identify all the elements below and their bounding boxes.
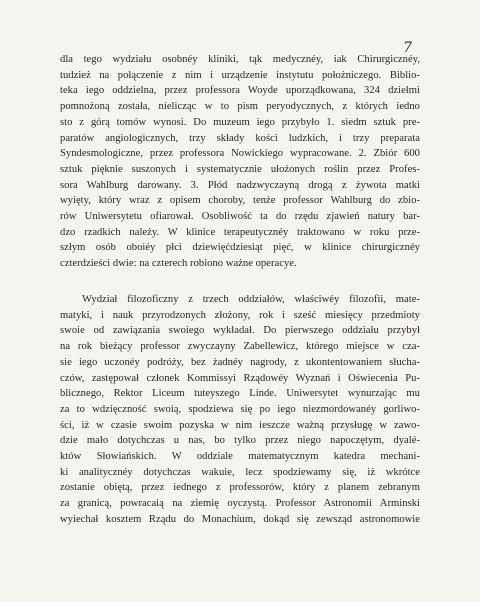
text-line: dzie mało dotychczas u nas, bo tylko przez niego napoczętym, dyalé- (60, 435, 420, 447)
text-line: swoie od zawiązania swoiego wykładał. Do pierwszego oddziału przybył (60, 325, 420, 337)
text-line: paratów angiologicznych, trzy składy kości ludzkich, i trzy preparata (60, 132, 420, 144)
text-line: ści, iż w czasie swoim pozyska w nim ieszcze ważną przysługę w zawo- (60, 419, 420, 431)
text-line: matyki, i nauk przyrodzonych złożony, rok i sześć miesięcy przedmioty (60, 309, 420, 321)
text-line: zostanie obiętą, przez iednego z professorów, który z planem zebranym (60, 482, 420, 494)
text-line: blicznego, Rektor Liceum tuteyszego Linde. Uniwersytet wynurzając mu (60, 388, 420, 400)
text-line: sto z górą tomów wynosi. Do muzeum iego przybyło 1. siedm sztuk pre- (60, 116, 420, 128)
text-line: czów, zastępował członek Kommissyi Rządowéy Wyznań i Oświecenia Pu- (60, 372, 420, 384)
text-line: któw Słowiańskich. W oddziale matematycznym katedra mechani- (60, 451, 420, 463)
text-line: tudzież na połączenie z nim i urządzenie instytutu położniczego. Biblio- (60, 69, 420, 81)
text-line: za granicą, powracaią na ziemię oyczystą. Professor Astronomii Arminski (60, 498, 420, 510)
text-line: na rok bieżący professor zwyczayny Zabellewicz, którego miejsce w cza- (60, 341, 420, 353)
paragraph-2 (60, 292, 420, 528)
paragraph-1 (60, 52, 420, 272)
text-line: rów Uniwersytetu ofiarował. Osobliwość ta do rzędu zjawień natury bar- (60, 211, 420, 223)
text-line: wyiechał kosztem Rządu do Monachium, dokąd się zewsząd astronomowie (60, 513, 420, 525)
text-line: sora Wahlburg darowany. 3. Płód nadzwyczayną drogą z żywota matki (60, 179, 420, 191)
text-line: sie iego uczonéy podróży, bez żadnéy nagrody, z ukontentowaniem słucha- (60, 356, 420, 368)
text-line: wyięty, który wraz z opisem choroby, tenże professor Wahlburg do zbio- (60, 195, 420, 207)
page-number: 7 (403, 40, 412, 56)
text-line: czterdzieści dwie: na czterech robiono ważne operacye. (60, 258, 297, 270)
text-line: dla tego wydziału osobnéy kliniki, tąk medycznéy, iak Chirurgicznéy, (60, 54, 420, 65)
text-line: Syndesmologiczne, przez professora Nowickiego wypracowane. 2. Zbiór 600 (60, 148, 420, 160)
text-line: dzo rzadkich należy. W klinice terapeutycznéy traktowano w roku prze- (60, 226, 420, 238)
text-line: Wydział filozoficzny z trzech oddziałów, właściwéy filozofii, mate- (82, 294, 420, 305)
text-line: pomnożoną została, nielicząc w to pism peryodycznych, z których iedno (60, 101, 420, 113)
text-line: sztuk pięknie suszonych i systematycznie ułożonych roślin przez Profes- (60, 163, 420, 175)
text-line: szłym osób oboiéy płci dziewięćdziesiąt pięć, w klinice chirurgicznéy (60, 242, 420, 254)
text-line: ki analitycznéy dotychczas wakuie, lecz spodziewamy się, iż wkrótce (60, 466, 420, 478)
text-line: teka iego oddzielna, przez professora Woyde uporządkowana, 324 dziełmi (60, 85, 420, 97)
text-line: za to wdzięczność swoią, spodziewa się po iego niezmordowanéy gorliwo- (60, 403, 420, 415)
